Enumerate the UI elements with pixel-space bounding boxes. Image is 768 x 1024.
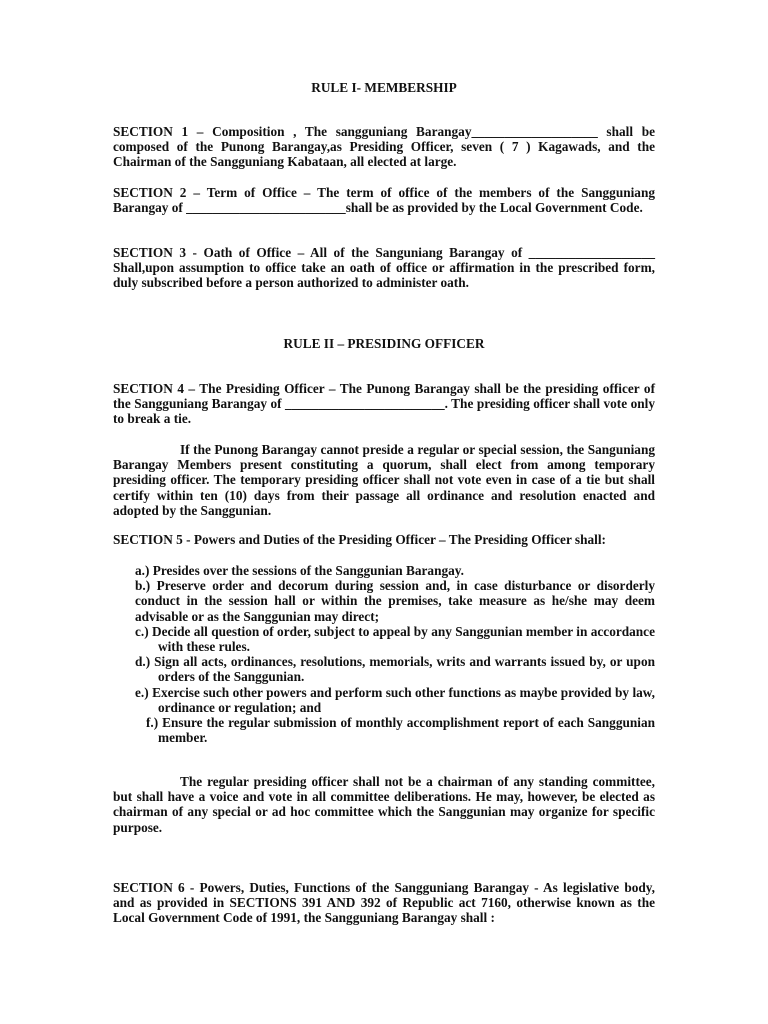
list-item: d.) Sign all acts, ordinances, resolutions, memorials, writs and warrants issued by, or upon orders of the Sanggunian. bbox=[135, 654, 655, 685]
rule-2-heading: RULE II – PRESIDING OFFICER bbox=[283, 336, 485, 351]
section-6-paragraph: SECTION 6 - Powers, Duties, Functions of the Sangguniang Barangay - As legislative body, and as provided in SECTIONS 391 AND 392 of Republic act 7160, otherwise known as the Local Government Code of 1991, the Sangguniang Barangay shall : bbox=[113, 880, 655, 926]
list-item: b.) Preserve order and decorum during session and, in case disturbance or disorderly conduct in the session hall or within the premises, take measure as he/she may deem advisable or as the Sanggunian may direct; bbox=[135, 578, 655, 624]
section-5-closing-paragraph: The regular presiding officer shall not be a chairman of any standing committee, but shall have a voice and vote in all committee deliberations. He may, however, be elected as chairman of any special or ad hoc committee which the Sanggunian may organize for specific purpose. bbox=[113, 774, 655, 835]
section-4-paragraph-2: If the Punong Barangay cannot preside a regular or special session, the Sanguniang Barangay Members present constituting a quorum, shall elect from among temporary presiding officer. The temporary presiding officer shall not vote even in case of a tie but shall certify within ten (10) days from their passage all ordinance and resolution enacted and adopted by the Sanggunian. bbox=[113, 442, 655, 518]
section-4-paragraph: SECTION 4 – The Presiding Officer – The Punong Barangay shall be the presiding officer of the Sangguniang Barangay of ________________________. The presiding officer shall vote only to break a tie. bbox=[113, 381, 655, 427]
section-5-intro: SECTION 5 - Powers and Duties of the Presiding Officer – The Presiding Officer shall: bbox=[113, 532, 606, 547]
section-5-duties-list bbox=[113, 563, 655, 745]
section-2-paragraph: SECTION 2 – Term of Office – The term of office of the members of the Sangguniang Barangay of ________________________shall be as provided by the Local Government Code. bbox=[113, 185, 655, 216]
rule-1-heading: RULE I- MEMBERSHIP bbox=[311, 80, 457, 95]
list-item: c.) Decide all question of order, subject to appeal by any Sanggunian member in accordance with these rules. bbox=[135, 623, 655, 655]
section-3-paragraph: SECTION 3 - Oath of Office – All of the Sanguniang Barangay of ___________________ Shall,upon assumption to office take an oath of office or affirmation in the prescribed form, duly subscribed before a person authorized to administer oath. bbox=[113, 245, 655, 291]
list-item: f.) Ensure the regular submission of monthly accomplishment report of each Sanggunian member. bbox=[146, 715, 655, 746]
section-1-paragraph: SECTION 1 – Composition , The sangguniang Barangay___________________ shall be composed of the Punong Barangay,as Presiding Officer, seven ( 7 ) Kagawads, and the Chairman of the Sangguniang Kabataan, all elected at large. bbox=[113, 124, 655, 170]
list-item: e.) Exercise such other powers and perform such other functions as maybe provided by law, ordinance or regulation; and bbox=[135, 684, 655, 715]
list-item: a.) Presides over the sessions of the Sanggunian Barangay. bbox=[135, 563, 465, 578]
